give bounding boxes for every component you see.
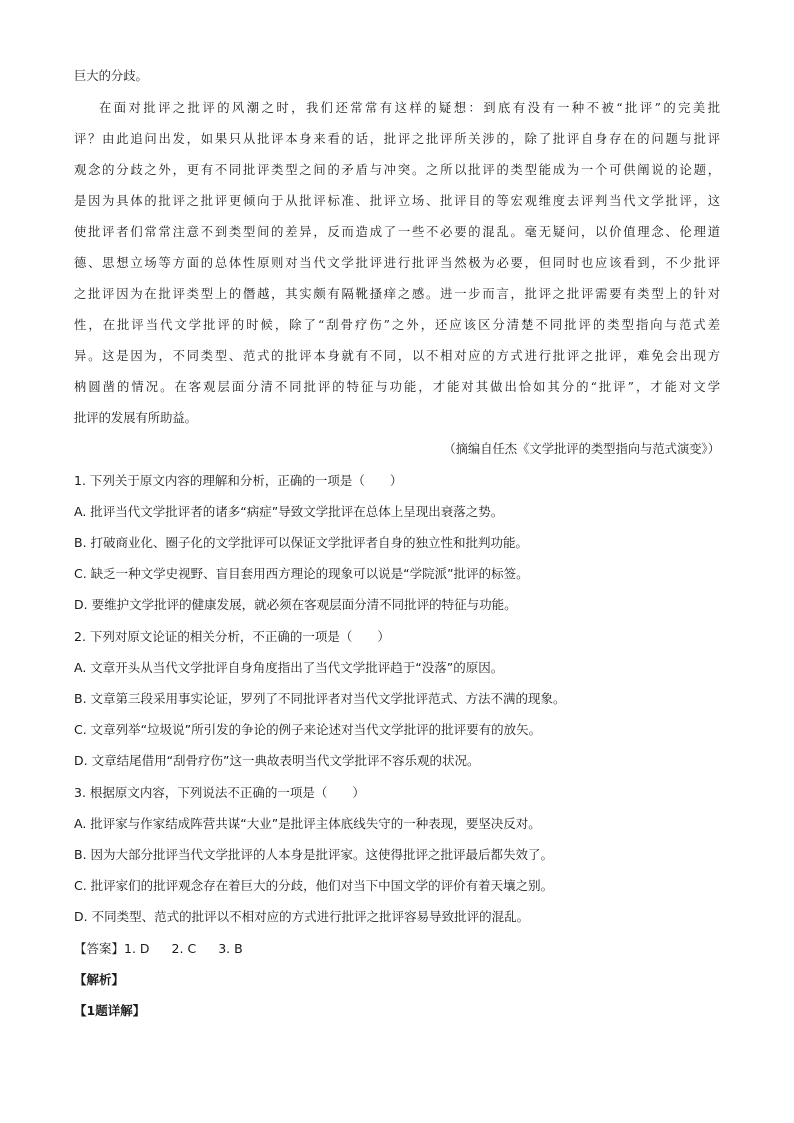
- question-2-option-b: B. 文章第三段采用事实论证，罗列了不同批评者对当代文学批评范式、方法不满的现象。: [74, 691, 566, 706]
- detail-label: 【1题详解】: [74, 1003, 146, 1018]
- passage-line-5: 是因为具体的批评之批评更倾向于从批评标准、批评立场、批评目的等宏观维度去评判当代文学批评，这: [74, 194, 720, 208]
- answer-item-3: 3. B: [218, 941, 243, 956]
- answer-row: [74, 941, 720, 957]
- passage-line-11: 枘圆凿的情况。在客观层面分清不同批评的特征与功能，才能对其做出恰如其分的“批评”，才能对文学: [74, 380, 720, 394]
- answer-item-1: 1. D: [124, 941, 150, 956]
- passage-line-7: 德、思想立场等方面的总体性原则对当代文学批评进行批评当然极为必要，但同时也应该看到，不少批评: [74, 256, 720, 270]
- passage-line-3: 评？由此追问出发，如果只从批评本身来看的话，批评之批评所关涉的，除了批评自身存在的问题与批评: [74, 132, 720, 146]
- question-3-option-b: B. 因为大部分批评当代文学批评的人本身是批评家。这使得批评之批评最后都失效了。: [74, 847, 554, 862]
- question-1-option-d: D. 要维护文学批评的健康发展，就必须在客观层面分清不同批评的特征与功能。: [74, 597, 517, 612]
- question-3-option-a: A. 批评家与作家结成阵营共谋“大业”是批评主体底线失守的一种表现，要坚决反对。: [74, 816, 541, 831]
- passage-line-9: 性，在批评当代文学批评的时候，除了“刮骨疗伤”之外，还应该区分清楚不同批评的类型指向与范式差: [74, 318, 720, 332]
- answer-item-2: 2. C: [171, 941, 197, 956]
- passage-source: （摘编自任杰《文学批评的类型指向与范式演变》）: [443, 442, 720, 456]
- question-2-option-c: C. 文章列举“垃圾说”所引发的争论的例子来论述对当代文学批评的批评要有的放矢。: [74, 722, 542, 737]
- passage-line-6: 使批评者们常常注意不到类型间的差异，反而造成了一些不必要的混乱。毫无疑问，以价值理念、伦理道: [74, 225, 720, 239]
- analysis-label: 【解析】: [74, 972, 125, 987]
- question-3-stem: 3. 根据原文内容，下列说法不正确的一项是（ ）: [74, 785, 365, 800]
- passage-line-12: 批评的发展有所助益。: [74, 411, 197, 425]
- question-1-option-b: B. 打破商业化、圈子化的文学批评可以保证文学批评者自身的独立性和批判功能。: [74, 535, 529, 550]
- passage-line-10: 异。这是因为，不同类型、范式的批评本身就有不同，以不相对应的方式进行批评之批评，难免会出现方: [74, 349, 720, 363]
- question-3-option-d: D. 不同类型、范式的批评以不相对应的方式进行批评之批评容易导致批评的混乱。: [74, 909, 530, 924]
- passage-line-4: 观念的分歧之外，更有不同批评类型之间的矛盾与冲突。之所以批评的类型能成为一个可供阐说的论题，: [74, 163, 720, 177]
- question-1-option-c: C. 缺乏一种文学史视野、盲目套用西方理论的现象可以说是“学院派”批评的标签。: [74, 566, 529, 581]
- passage-line-1: 巨大的分歧。: [74, 69, 148, 83]
- passage-line-2: 在面对批评之批评的风潮之时，我们还常常有这样的疑想：到底有没有一种不被“批评”的完美批: [99, 101, 720, 115]
- answer-label: 【答案】: [74, 941, 125, 956]
- question-1-stem: 1. 下列关于原文内容的理解和分析，正确的一项是（ ）: [74, 473, 403, 488]
- passage-line-8: 之批评因为在批评类型上的僭越，其实颇有隔靴搔痒之感。进一步而言，批评之批评需要有类型上的针对: [74, 287, 720, 301]
- question-3-option-c: C. 批评家们的批评观念存在着巨大的分歧，他们对当下中国文学的评价有着天壤之别。: [74, 878, 554, 893]
- question-2-option-d: D. 文章结尾借用“刮骨疗伤”这一典故表明当代文学批评不容乐观的状况。: [74, 753, 480, 768]
- question-2-stem: 2. 下列对原文论证的相关分析，不正确的一项是（ ）: [74, 629, 390, 644]
- question-2-option-a: A. 文章开头从当代文学批评自身角度指出了当代文学批评趋于“没落”的原因。: [74, 660, 504, 675]
- question-1-option-a: A. 批评当代文学批评者的诸多“病症”导致文学批评在总体上呈现出衰落之势。: [74, 504, 504, 519]
